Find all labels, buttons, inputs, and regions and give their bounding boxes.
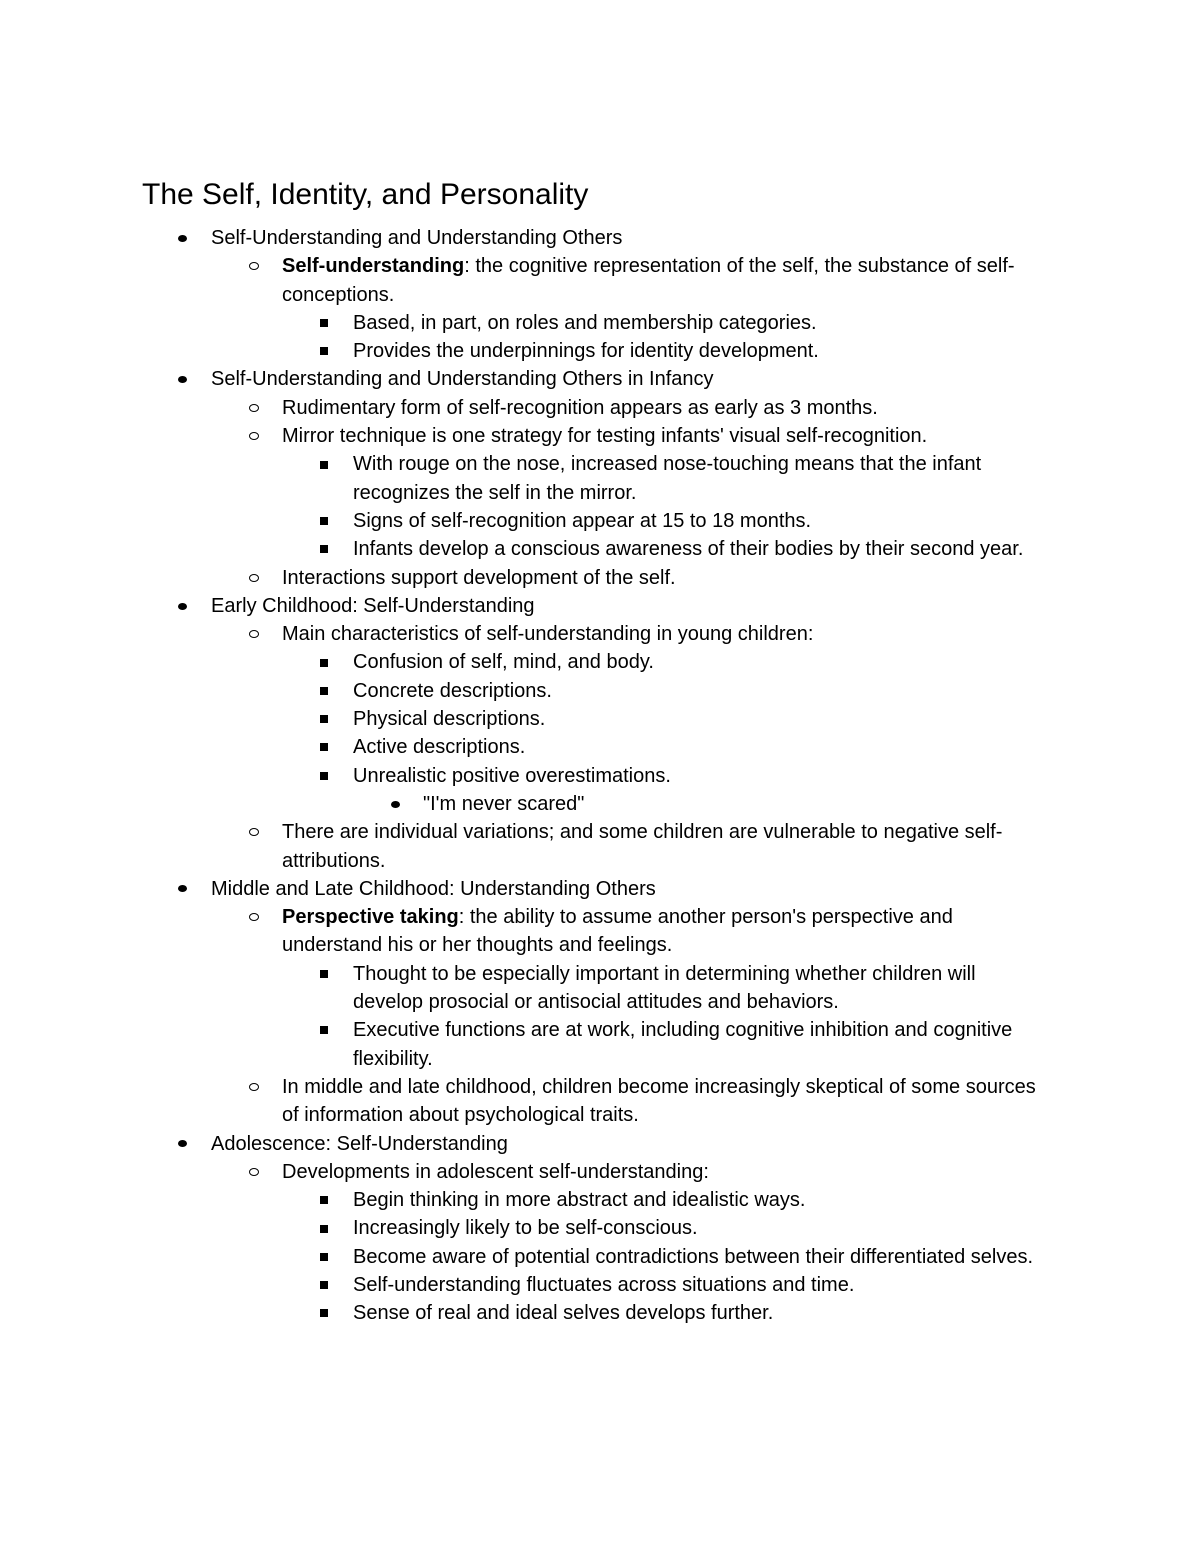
hollow-circle-bullet-icon xyxy=(246,1073,262,1101)
square-bullet-icon xyxy=(316,960,332,988)
square-bullet-icon xyxy=(316,535,332,563)
list-item-text: Active descriptions. xyxy=(353,736,526,759)
list-item-text: Based, in part, on roles and membership categories. xyxy=(353,311,817,334)
hollow-circle-bullet-icon xyxy=(246,903,262,931)
list-item-text: Sense of real and ideal selves develops further. xyxy=(353,1302,774,1325)
list-item-text: Self-understanding fluctuates across situations and time. xyxy=(353,1273,855,1296)
list-item-text: Provides the underpinnings for identity development. xyxy=(353,340,819,363)
square-bullet-icon xyxy=(316,705,332,733)
list-item xyxy=(0,875,1041,903)
square-bullet-icon xyxy=(316,507,332,535)
list-item xyxy=(0,733,1043,761)
list-item-term: Perspective taking xyxy=(282,906,459,929)
list-item-text: Developments in adolescent self-understanding: xyxy=(282,1160,709,1183)
list-item xyxy=(0,365,1041,393)
square-bullet-icon xyxy=(316,1186,332,1214)
list-item xyxy=(0,1016,1043,1073)
list-item xyxy=(0,1243,1043,1271)
list-item xyxy=(0,1214,1043,1242)
list-item-text: Self-Understanding and Understanding Others xyxy=(211,227,623,249)
square-bullet-icon xyxy=(316,1299,332,1327)
list-item-term: Self-understanding xyxy=(282,255,465,278)
filled-bullet-icon xyxy=(174,592,190,620)
list-item xyxy=(0,790,1043,818)
list-item-text: : the cognitive representation of the self, the substance of self-conceptions. xyxy=(282,255,1015,306)
list-item xyxy=(0,309,1043,337)
list-item-text: Executive functions are at work, including cognitive inhibition and cognitive flexibility. xyxy=(353,1019,1013,1070)
hollow-circle-bullet-icon xyxy=(246,252,262,280)
bullet-outline xyxy=(0,224,1200,1328)
filled-bullet-icon xyxy=(174,365,190,393)
list-item-text: There are individual variations; and some children are vulnerable to negative self-attributions. xyxy=(282,821,1003,872)
list-item xyxy=(0,762,1043,790)
list-item-text: Main characteristics of self-understanding in young children: xyxy=(282,623,814,646)
list-item-text: Thought to be especially important in determining whether children will develop prosocial or antisocial attitudes and behaviors. xyxy=(353,962,976,1014)
list-item xyxy=(0,1186,1043,1214)
list-item xyxy=(0,422,1042,450)
list-item xyxy=(0,592,1041,620)
list-item-text: Become aware of potential contradictions between their differentiated selves. xyxy=(353,1245,1034,1268)
list-item xyxy=(0,1299,1043,1327)
list-item-text: Adolescence: Self-Understanding xyxy=(211,1132,508,1155)
hollow-circle-bullet-icon xyxy=(246,620,262,648)
list-item xyxy=(0,1073,1042,1130)
hollow-circle-bullet-icon xyxy=(246,818,262,846)
hollow-circle-bullet-icon xyxy=(246,422,262,450)
square-bullet-icon xyxy=(316,309,332,337)
list-item-text: Interactions support development of the self. xyxy=(282,566,676,589)
list-item xyxy=(0,535,1043,563)
square-bullet-icon xyxy=(316,1214,332,1242)
square-bullet-icon xyxy=(316,648,332,676)
list-item xyxy=(0,252,1042,309)
list-item xyxy=(0,450,1043,507)
list-item xyxy=(0,507,1043,535)
list-item xyxy=(0,1271,1043,1299)
filled-bullet-icon xyxy=(174,224,190,252)
square-bullet-icon xyxy=(316,733,332,761)
list-item xyxy=(0,705,1043,733)
list-item-text: Self-Understanding and Understanding Others in Infancy xyxy=(211,368,714,391)
list-item xyxy=(0,224,1041,252)
list-item-text: Physical descriptions. xyxy=(353,708,546,731)
list-item xyxy=(0,648,1043,676)
list-item-text: Confusion of self, mind, and body. xyxy=(353,651,654,674)
list-item-text: "I'm never scared" xyxy=(423,792,585,815)
list-item xyxy=(0,1130,1041,1158)
list-item-text: Begin thinking in more abstract and idealistic ways. xyxy=(353,1189,806,1212)
filled-bullet-icon xyxy=(174,1130,190,1158)
list-item-text: Concrete descriptions. xyxy=(353,679,552,702)
list-item-text: Rudimentary form of self-recognition appears as early as 3 months. xyxy=(282,396,878,419)
list-item xyxy=(0,620,1042,648)
list-item-text: Middle and Late Childhood: Understanding Others xyxy=(211,877,656,900)
hollow-circle-bullet-icon xyxy=(246,394,262,422)
square-bullet-icon xyxy=(316,1271,332,1299)
square-bullet-icon xyxy=(316,450,332,478)
list-item-text: Early Childhood: Self-Understanding xyxy=(211,594,535,617)
list-item xyxy=(0,818,1042,875)
square-bullet-icon xyxy=(316,1016,332,1044)
filled-bullet-icon xyxy=(387,790,403,818)
list-item xyxy=(0,677,1043,705)
filled-bullet-icon xyxy=(174,875,190,903)
list-item xyxy=(0,960,1043,1017)
list-item xyxy=(0,1158,1042,1186)
list-item-text: In middle and late childhood, children become increasingly skeptical of some sources of information about psychological traits. xyxy=(282,1075,1036,1127)
hollow-circle-bullet-icon xyxy=(246,564,262,592)
list-item xyxy=(0,337,1043,365)
list-item-text: Increasingly likely to be self-conscious. xyxy=(353,1217,698,1240)
list-item xyxy=(0,564,1042,592)
hollow-circle-bullet-icon xyxy=(246,1158,262,1186)
list-item-text: Infants develop a conscious awareness of their bodies by their second year. xyxy=(353,538,1024,561)
list-item xyxy=(0,903,1042,960)
list-item xyxy=(0,394,1042,422)
list-item-text: With rouge on the nose, increased nose-touching means that the infant recognizes the self in the mirror. xyxy=(353,453,982,504)
list-item-text: Mirror technique is one strategy for testing infants' visual self-recognition. xyxy=(282,425,928,448)
list-item-text: Unrealistic positive overestimations. xyxy=(353,764,671,787)
square-bullet-icon xyxy=(316,337,332,365)
square-bullet-icon xyxy=(316,677,332,705)
square-bullet-icon xyxy=(316,762,332,790)
document-title: The Self, Identity, and Personality xyxy=(142,178,589,211)
square-bullet-icon xyxy=(316,1243,332,1271)
list-item-text: : the ability to assume another person's perspective and understand his or her thoughts and feelings. xyxy=(282,906,953,957)
list-item-text: Signs of self-recognition appear at 15 to 18 months. xyxy=(353,509,812,532)
